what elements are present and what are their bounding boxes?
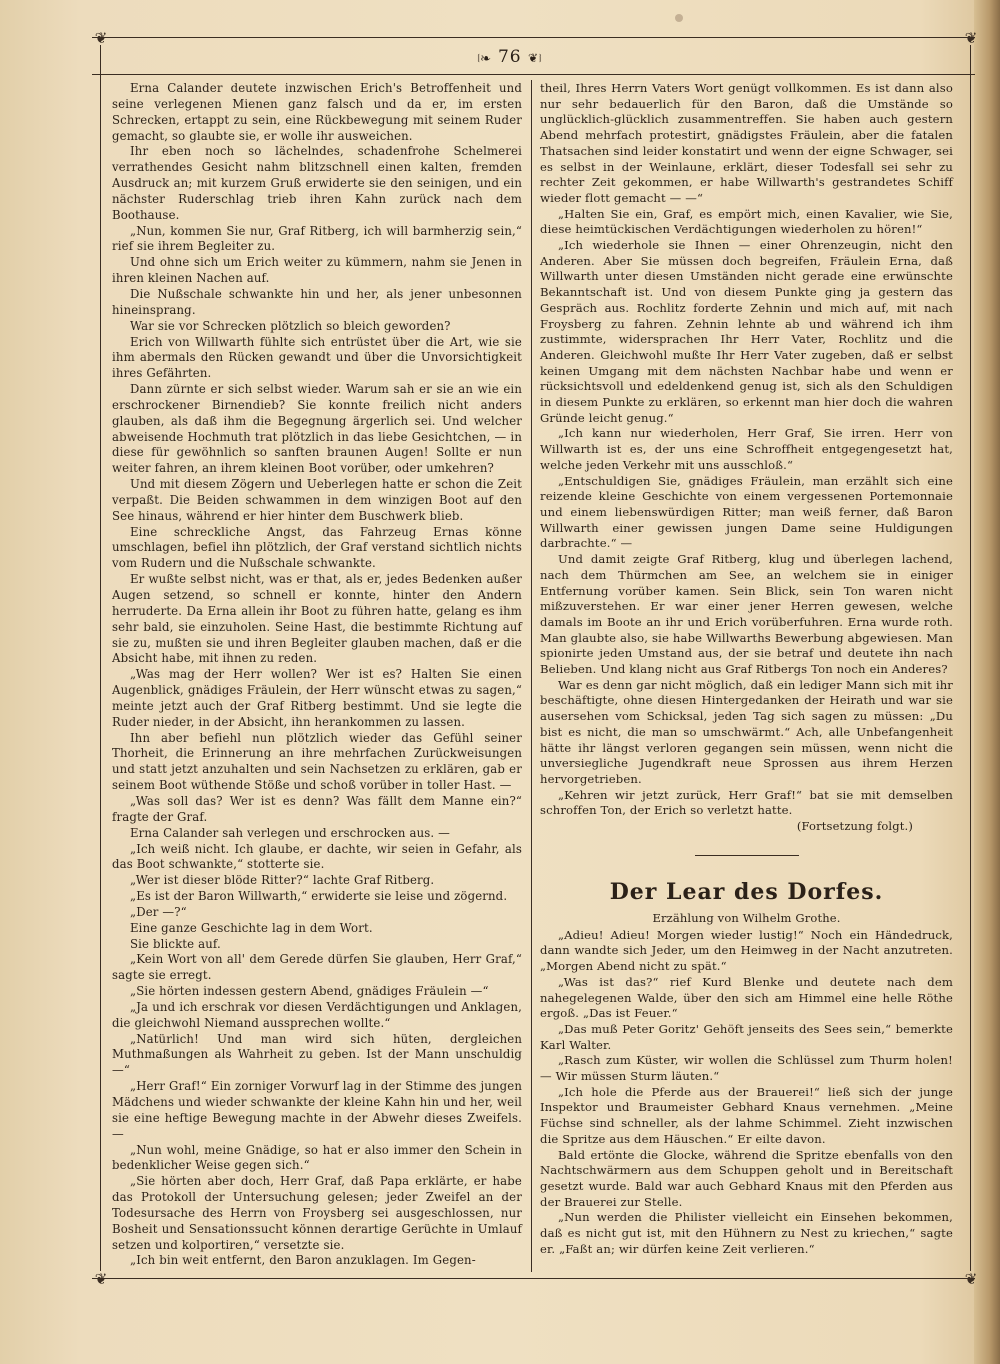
paragraph: „Was ist das?“ rief Kurd Blenke und deutete nach dem nahegelegenen Walde, über den sich am Himmel eine helle Röthe ergoß. „Das ist Feuer.“ xyxy=(540,974,953,1021)
paragraph: „Halten Sie ein, Graf, es empört mich, einen Kavalier, wie Sie, diese heimtückischen Verdächtigungen wiederholen zu hören!“ xyxy=(540,206,953,237)
paragraph: War es denn gar nicht möglich, daß ein lediger Mann sich mit ihr beschäftigte, ohne diesen Hintergedanken der Heirath und war sie ausersehen vom Schicksal, jeden Tag sich sagen zu müssen: „Du bist es nicht, die man so umschwärmt.“ Ach, alle Unbefangenheit hätte ihr längst verloren gegangen sein müssen, wenn nicht die unversiegliche Jugendkraft neue Sprossen aus ihrem Herzen hervorgetrieben. xyxy=(540,677,953,786)
paragraph: „Ich hole die Pferde aus der Brauerei!“ ließ sich der junge Inspektor und Braumeister Gebhard Knaus vernehmen. „Meine Füchse sind schneller, als der lahme Schimmel. Zieht inzwischen die Spritze aus dem Häuschen.“ Er eilte davon. xyxy=(540,1084,953,1146)
paragraph: „Der —?“ xyxy=(130,904,187,919)
paragraph: „Kein Wort von all' dem Gerede dürfen Sie glauben, Herr Graf,“ sagte sie erregt. xyxy=(112,952,522,983)
page-number-header xyxy=(450,47,570,68)
paragraph: „Ich kann nur wiederholen, Herr Graf, Sie irren. Herr von Willwarth ist es, der uns eine Schroffheit entgegengesetzt hat, welche jeden Verkehr mit uns ausschloß.“ xyxy=(540,426,953,472)
story-title: Der Lear des Dorfes. xyxy=(609,878,884,905)
paragraph: Und mit diesem Zögern und Ueberlegen hatte er schon die Zeit verpaßt. Die Beiden schwammen in dem winzigen Boot auf den See hinaus, während er hier hinter dem Buschwerk blieb. xyxy=(112,477,522,523)
page-number-ornament-right: ❦⧘ xyxy=(527,51,543,65)
paragraph: „Sie hörten indessen gestern Abend, gnädiges Fräulein —“ xyxy=(130,984,489,999)
article-right-column xyxy=(540,81,953,1258)
paragraph: „Was soll das? Wer ist es denn? Was fällt dem Manne ein?“ fragte der Graf. xyxy=(112,793,522,824)
bottom-rule xyxy=(92,1278,975,1279)
paragraph: theil, Ihres Herrn Vaters Wort genügt vollkommen. Es ist dann also nur sehr bedauerlich für den Baron, daß die Umstände so unglücklich-glücklich zusammentreffen. Sie haben auch gestern Abend mehrfach protestirt, gnädigstes Fräulein, aber die fatalen Thatsachen sind leider konstatirt und wenn der eigne Schwager, sei es selbst in der Weinlaune, erklärt, dieser Todesfall sei sehr zu rechter Zeit gekommen, er habe Willwarth's gestrandetes Schiff wieder flott gemacht — —“ xyxy=(540,81,953,205)
paragraph: Bald ertönte die Glocke, während die Spritze ebenfalls von den Nachtschwärmern aus dem Schuppen geholt und in Bereitschaft gesetzt wurde. Bald war auch Gebhard Knaus mit den Pferden aus der Brauerei zur Stelle. xyxy=(540,1147,953,1209)
paragraph: „Nun werden die Philister vielleicht ein Einsehen bekommen, daß es nicht gut ist, mit den Hühnern zu Nest zu kriechen,“ sagte er. „Faßt an; wir dürfen keine Zeit verlieren.“ xyxy=(540,1210,953,1256)
story-body xyxy=(540,928,953,1258)
column-divider xyxy=(531,80,532,1272)
paragraph: „Ich weiß nicht. Ich glaube, er dachte, wir seien in Gefahr, als das Boot schwankte,“ stotterte sie. xyxy=(112,841,522,872)
header-rule xyxy=(92,74,975,75)
paragraph: „Nun wohl, meine Gnädige, so hat er also immer den Schein in bedenklicher Weise gegen sich.“ xyxy=(112,1142,522,1173)
paragraph: „Es ist der Baron Willwarth,“ erwiderte sie leise und zögernd. xyxy=(130,889,508,904)
paragraph: Und ohne sich um Erich weiter zu kümmern, nahm sie Jenen in ihren kleinen Nachen auf. xyxy=(112,255,522,286)
paragraph: „Natürlich! Und man wird sich hüten, dergleichen Muthmaßungen als Wahrheit zu geben. Ist der Mann unschuldig —“ xyxy=(112,1031,522,1078)
paragraph: Erich von Willwarth fühlte sich entrüstet über die Art, wie sie ihm abermals den Rücken gewandt und über die Unvorsichtigkeit ihres Gefährten. xyxy=(112,334,522,381)
article-continuation xyxy=(540,81,953,819)
page-number: 76 xyxy=(497,47,522,67)
paragraph: Und damit zeigte Graf Ritberg, klug und überlegen lachend, nach dem Thürmchen am See, an welchem sie in einiger Entfernung vorüber kamen. Sein Blick, sein Ton waren nicht mißzuverstehen. Er war einer jener Herren gewesen, welche damals im Boote an ihr und Erich vorüberfuhren. Erna wurde roth. Man glaubte also, sie habe Willwarths Bewerbung abgewiesen. Man spionirte jeden Umstand aus, der sie betraf und deutete ihn nach Belieben. Und klang nicht aus Graf Ritbergs Ton noch ein Anderes? xyxy=(540,552,953,677)
paragraph: Erna Calander deutete inzwischen Erich's Betroffenheit und seine verlegenen Mienen ganz falsch und da er, im ersten Schrecken, ertappt zu sein, eine Rückbewegung mit seinem Ruder gemacht, so glaubte sie, er wolle ihr ausweichen. xyxy=(112,81,522,143)
story-separator xyxy=(695,855,799,856)
paragraph: „Rasch zum Küster, wir wollen die Schlüssel zum Thurm holen! — Wir müssen Sturm läuten.“ xyxy=(540,1053,953,1084)
paragraph: „Was mag der Herr wollen? Wer ist es? Halten Sie einen Augenblick, gnädiges Fräulein, der Herr wünscht etwas zu sagen,“ meinte jetzt auch der Graf Ritberg bestimmt. Und sie legte die Ruder nieder, in der Absicht, ihn herankommen zu lassen. xyxy=(112,667,522,729)
paragraph: „Entschuldigen Sie, gnädiges Fräulein, man erzählt sich eine reizende kleine Geschichte von einem vergessenen Portemonnaie und einem liebenswürdigen Ritter; man weiß ferner, daß Baron Willwarth einer gewissen jungen Dame seine Huldigungen darbrachte.“ — xyxy=(540,473,953,551)
article-left-column xyxy=(112,81,522,1269)
paragraph: War sie vor Schrecken plötzlich so bleich geworden? xyxy=(130,318,451,333)
ink-smudge xyxy=(675,14,683,22)
corner-ornament-bottom-right: ❦ xyxy=(964,1270,978,1288)
corner-ornament-top-right: ❦ xyxy=(964,29,978,47)
paragraph: Er wußte selbst nicht, was er that, als er, jedes Bedenken außer Augen setzend, so schnell er konnte, hinter den Andern herruderte. Da Erna allein ihr Boot zu führen hatte, gelang es ihm sehr bald, sie einzuholen. Seine Hast, die bestimmte Richtung auf sie zu, mußten sie und ihren Begleiter glauben machen, daß er die Absicht habe, mit ihnen zu reden. xyxy=(112,572,522,666)
paragraph: „Nun, kommen Sie nur, Graf Ritberg, ich will barmherzig sein,“ rief sie ihrem Begleiter zu. xyxy=(112,223,522,254)
paragraph: „Sie hörten aber doch, Herr Graf, daß Papa erklärte, er habe das Protokoll der Untersuchung gelesen; jeder Zweifel an der Todesursache des Herrn von Froysberg sei ausgeschlossen, nur Bosheit und Sensationssucht können derartige Gerüchte in Umlauf setzen und kolportiren,“ versetzte sie. xyxy=(112,1174,522,1252)
paragraph: „Wer ist dieser blöde Ritter?“ lachte Graf Ritberg. xyxy=(130,873,435,888)
page-number-ornament-left: ⧙❧ xyxy=(477,51,492,65)
paragraph: „Kehren wir jetzt zurück, Herr Graf!“ bat sie mit demselben schroffen Ton, der Erich so verletzt hatte. xyxy=(540,787,953,818)
paragraph: Dann zürnte er sich selbst wieder. Warum sah er sie an wie ein erschrockener Birnendieb? Sie konnte freilich nicht anders glauben, als daß ihm die Begegnung ärgerlich sei. Und welcher abweisende Hochmuth trat plötzlich in das liebe Gesichtchen, — in diese für gewöhnlich so sanften braunen Augen! Sollte er nun weiter fahren, an ihrem kleinen Boot vorüber, oder umkehren? xyxy=(112,382,522,476)
story-byline: Erzählung von Wilhelm Grothe. xyxy=(652,910,841,925)
paragraph: „Ja und ich erschrak vor diesen Verdächtigungen und Anklagen, die gleichwohl Niemand aussprechen wollte.“ xyxy=(112,999,522,1030)
paragraph: „Ich wiederhole sie Ihnen — einer Ohrenzeugin, nicht den Anderen. Aber Sie müssen doch begreifen, Fräulein Erna, daß Willwarth unter diesen Umständen nicht gerade eine erwünschte Bekanntschaft ist. Und von diesem Punkte ging ja gestern das Gespräch aus. Rochlitz forderte Zehnin und mich auf, mit nach Froysberg zu fahren. Zehnin lehnte ab und während ich ihm zustimmte, widersprachen Ihr Herr Vater, Rochlitz und die Anderen. Gleichwohl mußte Ihr Herr Vater zugeben, daß er selbst keinen Umgang mit dem nächsten Nachbar habe und wenn er rücksichtsvoll und edeldenkend genug ist, sich als den Schuldigen in diesem Punkte zu erklären, so erkennt man hier doch die wahren Gründe leicht genug.“ xyxy=(540,238,953,425)
paragraph: Erna Calander sah verlegen und erschrocken aus. — xyxy=(130,825,450,840)
corner-ornament-top-left: ❦ xyxy=(94,29,108,47)
paragraph: Sie blickte auf. xyxy=(130,936,221,951)
paragraph: „Das muß Peter Goritz' Gehöft jenseits des Sees sein,“ bemerkte Karl Walter. xyxy=(540,1021,953,1052)
paragraph: Ihn aber befiehl nun plötzlich wieder das Gefühl seiner Thorheit, die Erinnerung an ihre mehrfachen Zurückweisungen und statt jetzt anzuhalten und sein Nachsetzen zu erklären, gab er seinem Boot wüthende Stöße und schoß vorüber in toller Hast. — xyxy=(112,730,522,793)
paragraph: Eine ganze Geschichte lag in dem Wort. xyxy=(130,920,373,935)
paragraph: Die Nußschale schwankte hin und her, als jener unbesonnen hineinsprang. xyxy=(112,286,522,317)
paragraph: Eine schreckliche Angst, das Fahrzeug Ernas könne umschlagen, befiel ihn plötzlich, der Graf verstand sichtlich nichts vom Rudern und die Nußschale schwankte. xyxy=(112,524,522,571)
continued-note: (Fortsetzung folgt.) xyxy=(796,819,913,834)
paragraph: Ihr eben noch so lächelndes, schadenfrohe Schelmerei verrathendes Gesicht nahm blitzschnell einen kalten, fremden Ausdruck an; mit kurzem Gruß erwiderte sie den seinigen, und ein nächster Ruderschlag trieb ihren Kahn zurück nach dem Boothause. xyxy=(112,144,522,222)
paragraph: „Ich bin weit entfernt, den Baron anzuklagen. Im Gegen- xyxy=(130,1253,476,1268)
paragraph: „Herr Graf!“ Ein zorniger Vorwurf lag in der Stimme des jungen Mädchens und wieder schwankte der kleine Kahn hin und her, weil sie eine heftige Bewegung machte in der Abwehr dieses Zweifels. — xyxy=(112,1079,522,1141)
paragraph: „Adieu! Adieu! Morgen wieder lustig!“ Noch ein Händedruck, dann wandte sich Jeder, um den Heimweg in der Nacht anzutreten. „Morgen Abend nicht zu spät.“ xyxy=(540,927,953,974)
top-rule xyxy=(92,37,975,38)
binding-spine xyxy=(974,0,1000,1364)
right-frame-rule xyxy=(970,45,971,1271)
corner-ornament-bottom-left: ❦ xyxy=(94,1270,108,1288)
left-frame-rule xyxy=(100,45,101,1271)
